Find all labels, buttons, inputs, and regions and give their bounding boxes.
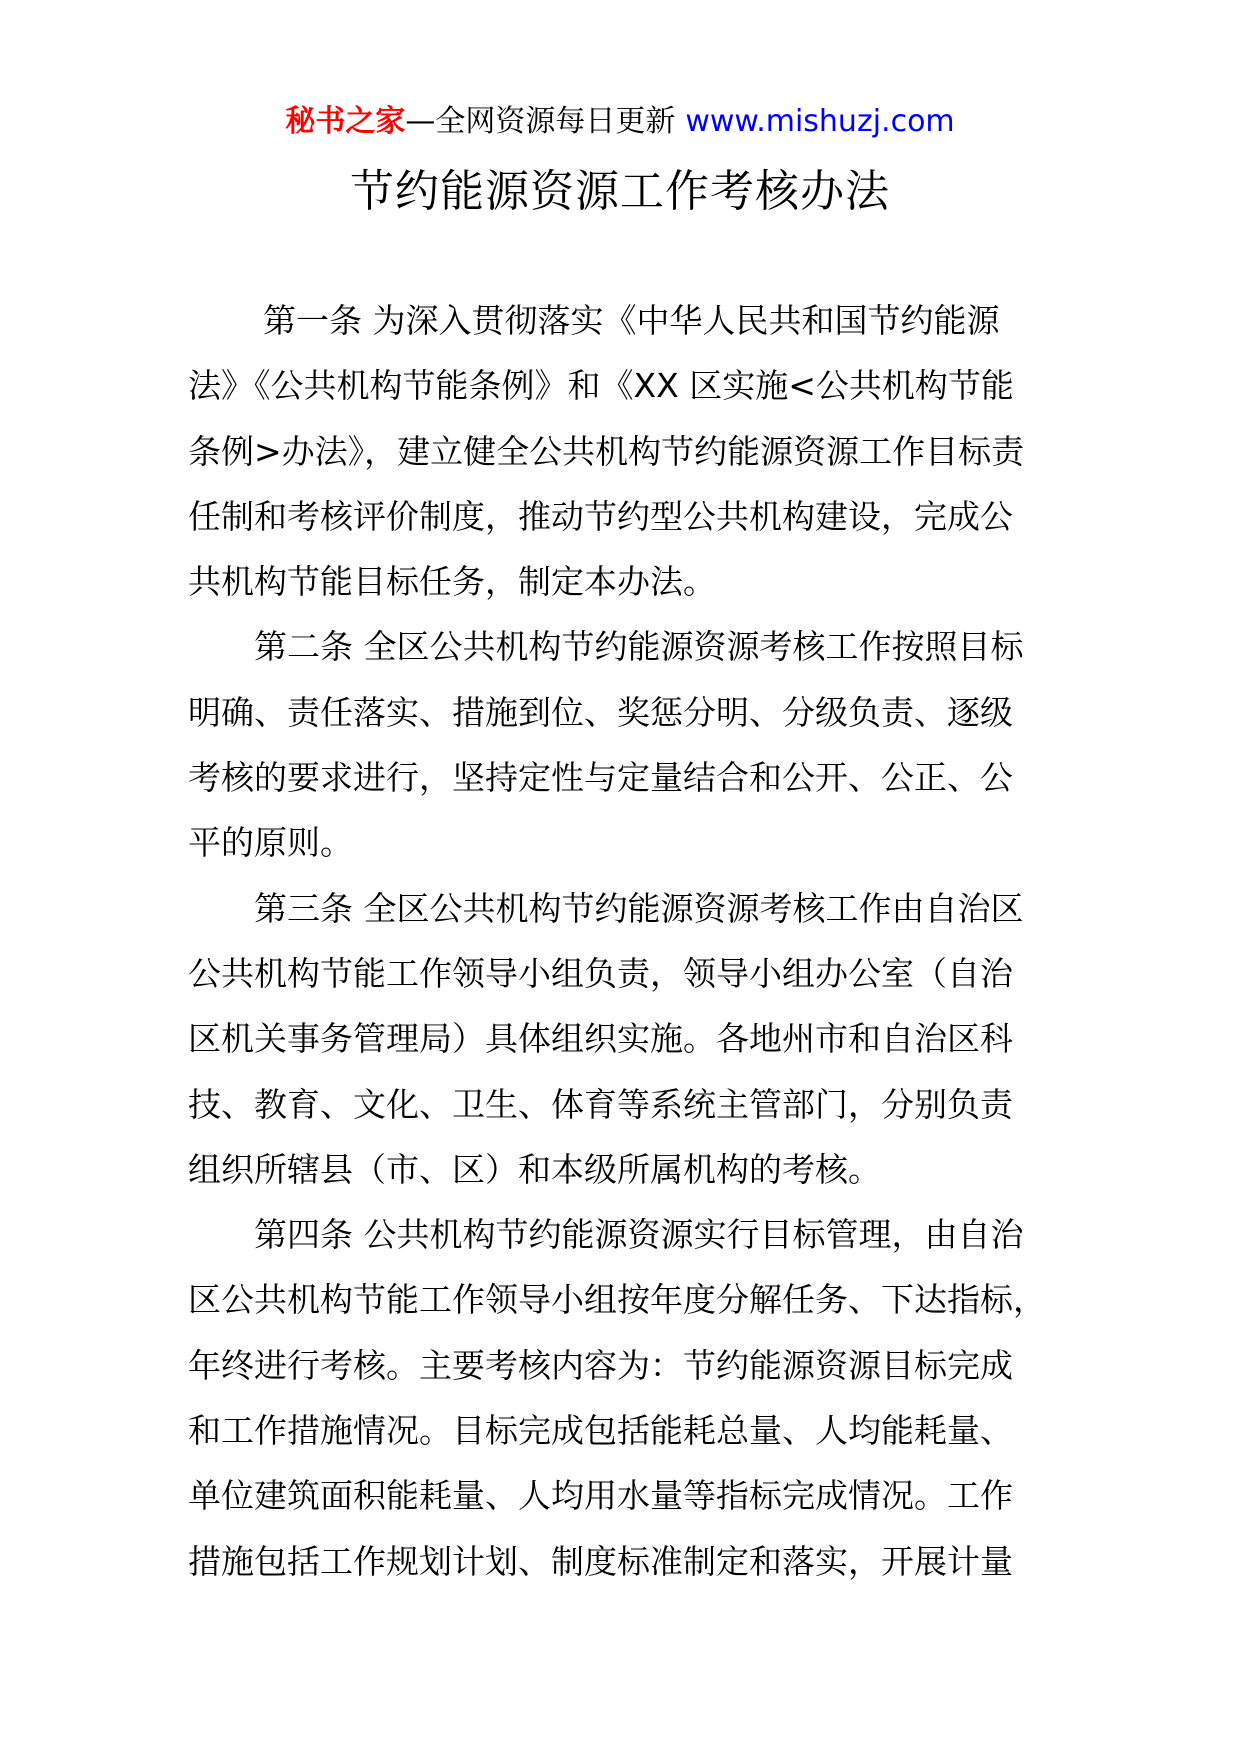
site-url-link[interactable]: www.mishuzj.com [685, 104, 955, 139]
header-dash: — [405, 104, 436, 139]
article-1-line: 法》《公共机构节能条例》和《XX 区实施<公共机构节能 [188, 366, 1014, 406]
article-1-line: 第一条 为深入贯彻落实《中华人民共和国节约能源 [263, 301, 1000, 340]
site-header [0, 100, 1240, 144]
article-4-line: 区公共机构节能工作领导小组按年度分解任务、下达指标， [188, 1280, 1046, 1320]
document-body [188, 288, 1054, 1594]
article-1-line: 任制和考核评价制度，推动节约型公共机构建设，完成公 [188, 496, 1013, 536]
site-brand: 秘书之家 [285, 104, 406, 139]
article-4-line: 措施包括工作规划计划、制度标准制定和落实，开展计量 [188, 1541, 1013, 1581]
article-4-line: 单位建筑面积能耗量、人均用水量等指标完成情况。工作 [188, 1476, 1013, 1516]
article-4-line: 第四条 公共机构节约能源资源实行目标管理，由自治 [254, 1215, 1024, 1255]
article-2-line: 平的原则。 [188, 823, 353, 863]
document-title: 节约能源资源工作考核办法 [350, 166, 890, 217]
article-3-line: 第三条 全区公共机构节约能源资源考核工作由自治区 [254, 888, 1024, 928]
article-2-line: 第二条 全区公共机构节约能源资源考核工作按照目标 [254, 627, 1024, 667]
article-1-line: 条例>办法》，建立健全公共机构节约能源资源工作目标责 [188, 431, 1025, 471]
article-3-line: 区机关事务管理局）具体组织实施。各地州市和自治区科 [188, 1019, 1013, 1059]
article-3-line: 组织所辖县（市、区）和本级所属机构的考核。 [188, 1149, 881, 1189]
article-3-line: 公共机构节能工作领导小组负责，领导小组办公室（自治 [188, 953, 1013, 993]
article-3-line: 技、教育、文化、卫生、体育等系统主管部门，分别负责 [188, 1084, 1013, 1124]
article-4-line: 和工作措施情况。目标完成包括能耗总量、人均能耗量、 [188, 1411, 1013, 1451]
article-4-line: 年终进行考核。主要考核内容为：节约能源资源目标完成 [188, 1345, 1013, 1385]
article-2-line: 考核的要求进行，坚持定性与定量结合和公开、公正、公 [188, 758, 1013, 798]
site-tagline: 全网资源每日更新 [435, 104, 676, 139]
article-2-line: 明确、责任落实、措施到位、奖惩分明、分级负责、逐级 [188, 692, 1013, 732]
article-1-line: 共机构节能目标任务，制定本办法。 [188, 562, 716, 602]
